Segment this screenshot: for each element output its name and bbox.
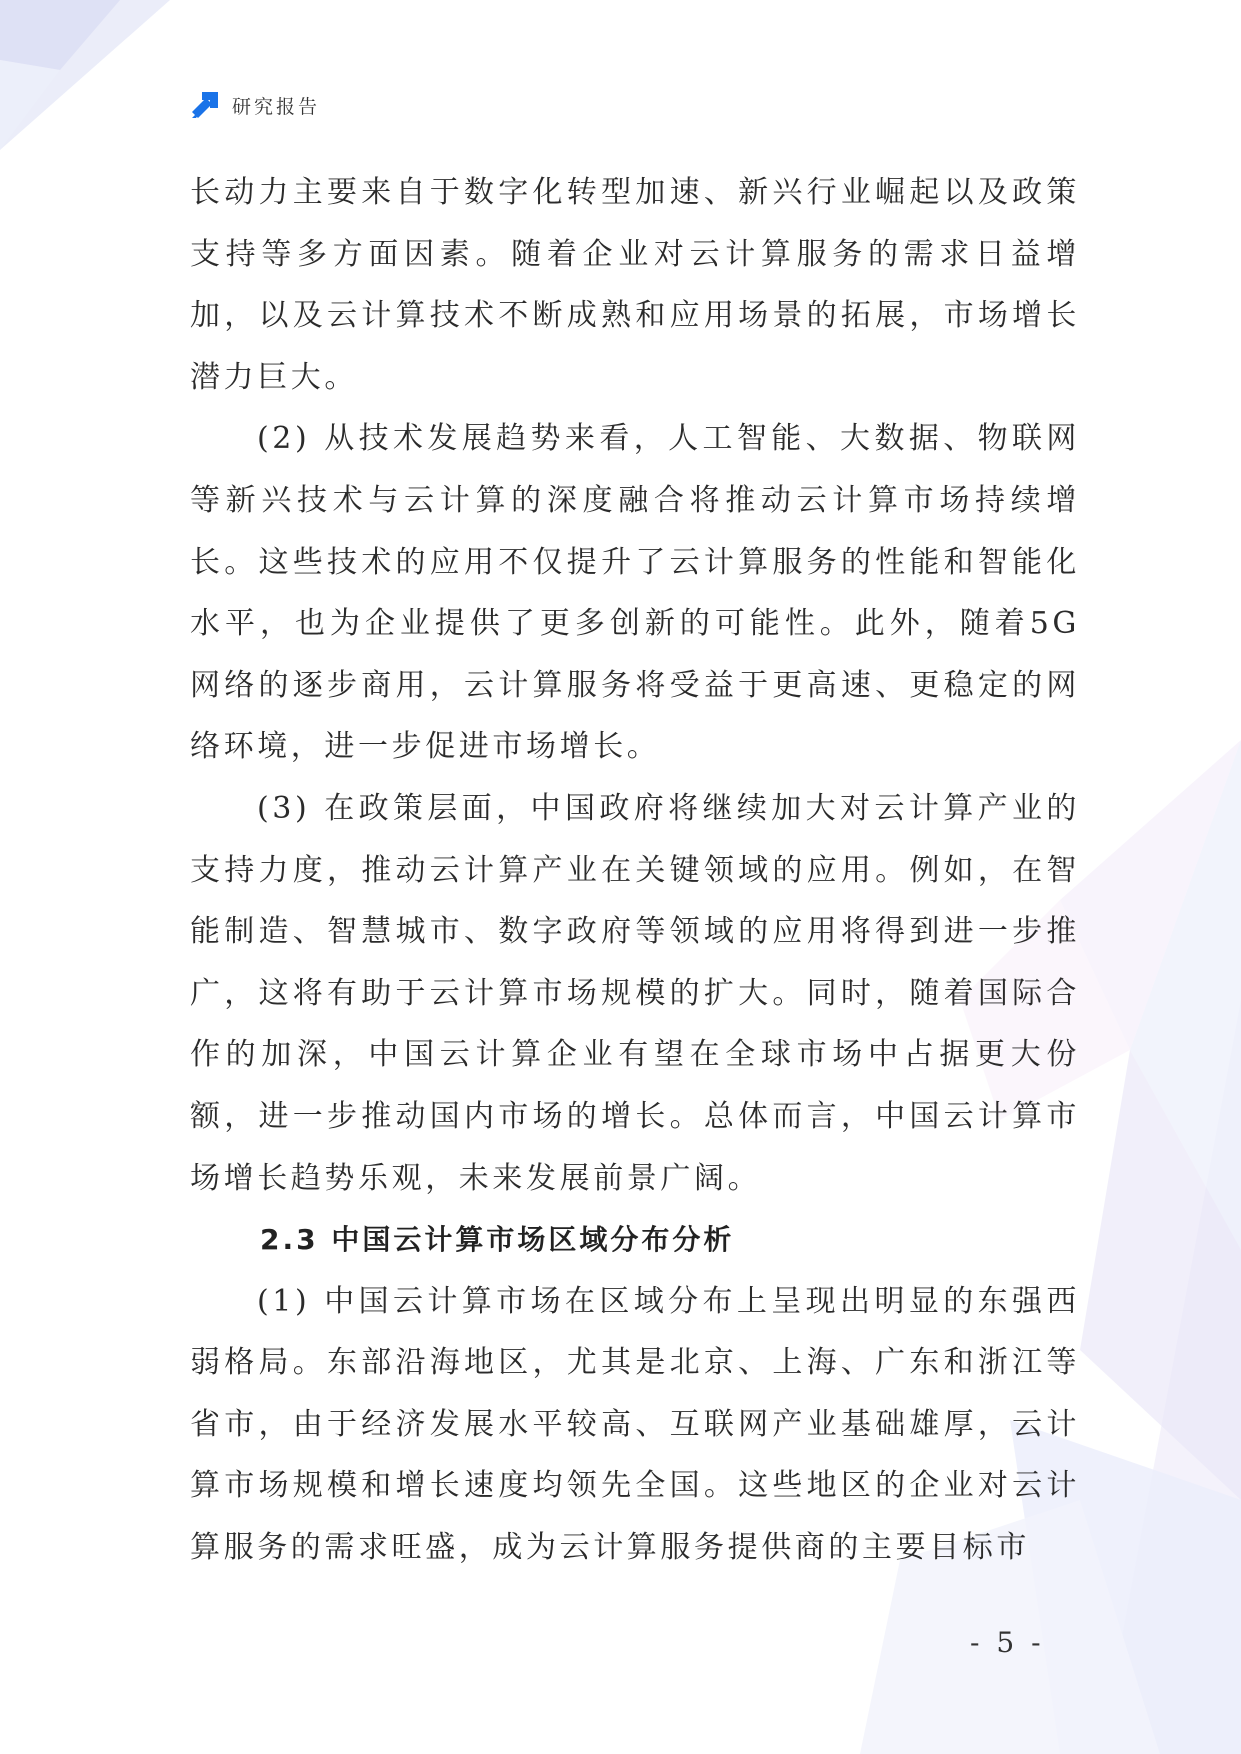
paragraph-tech-trends: (2) 从技术发展趋势来看，人工智能、大数据、物联网等新兴技术与云计算的深度融合将推动云计算市场持续增长。这些技术的应用不仅提升了云计算服务的性能和智能化水平，也为企业提供了更多创新的可能性。此外，随着5G网络的逐步商用，云计算服务将受益于更高速、更稳定的网络环境，进一步促进市场增长。 xyxy=(190,421,1080,765)
document-body xyxy=(190,162,1080,1579)
document-header xyxy=(188,88,320,122)
page-number: - 5 - xyxy=(970,1626,1045,1659)
section-heading: 2.3 中国云计算市场区域分布分析 xyxy=(260,1223,735,1257)
arrow-up-right-icon xyxy=(188,88,222,122)
paragraph-continuation: 长动力主要来自于数字化转型加速、新兴行业崛起以及政策支持等多方面因素。随着企业对云计算服务的需求日益增加，以及云计算技术不断成熟和应用场景的拓展，市场增长潜力巨大。 xyxy=(190,175,1080,395)
paragraph-regional-distribution: (1) 中国云计算市场在区域分布上呈现出明显的东强西弱格局。东部沿海地区，尤其是北京、上海、广东和浙江等省市，由于经济发展水平较高、互联网产业基础雄厚，云计算市场规模和增长速度均领先全国。这些地区的企业对云计算服务的需求旺盛，成为云计算服务提供商的主要目标市 xyxy=(190,1283,1080,1566)
report-label: 研究报告 xyxy=(232,95,321,118)
paragraph-policy: (3) 在政策层面，中国政府将继续加大对云计算产业的支持力度，推动云计算产业在关键领域的应用。例如，在智能制造、智慧城市、数字政府等领域的应用将得到进一步推广，这将有助于云计算市场规模的扩大。同时，随着国际合作的加深，中国云计算企业有望在全球市场中占据更大份额，进一步推动国内市场的增长。总体而言，中国云计算市场增长趋势乐观，未来发展前景广阔。 xyxy=(190,790,1080,1196)
